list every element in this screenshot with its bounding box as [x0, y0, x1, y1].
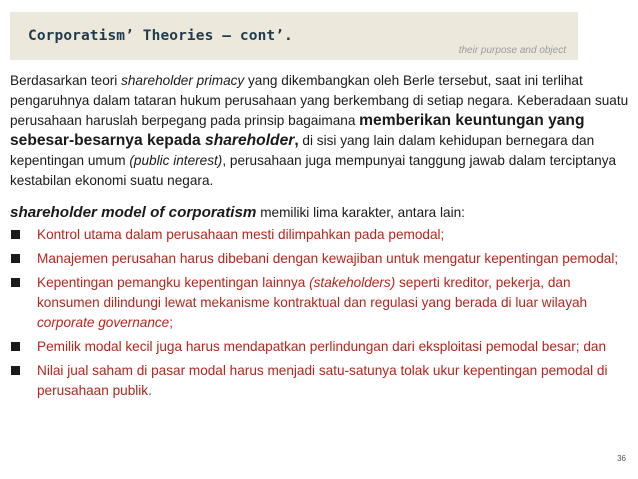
slide-header — [10, 12, 578, 60]
list-item — [10, 361, 630, 401]
paragraph-text: , perusahaan juga mempunyai tanggung jawab dalam terciptanya kestabilan ekonomi suatu negara. — [10, 153, 617, 188]
body-paragraph — [10, 71, 630, 191]
list-item-text: Kontrol utama dalam perusahaan mesti dilimpahkan pada pemodal; — [37, 227, 445, 242]
list-item-text: seperti kreditor, pekerja, dan konsumen dilindungi lewat mekanisme kontraktual dan regulasi yang berada di luar wilayah — [37, 275, 588, 310]
list-item-text: ; — [169, 315, 174, 330]
paragraph-text: di sisi yang lain dalam kehidupan bernegara dan kepentingan umum — [10, 133, 595, 168]
page-number: 36 — [617, 454, 626, 463]
list-item-italic: corporate governance — [37, 315, 170, 330]
slide-content — [10, 71, 630, 405]
list-item — [10, 337, 630, 357]
emphasis-italic: shareholder — [205, 132, 295, 149]
paragraph-italic: (public interest) — [129, 153, 223, 168]
list-item-italic: (stakeholders) — [309, 275, 396, 290]
list-item-text: Nilai jual saham di pasar modal harus menjadi satu-satunya tolak ukur kepentingan pemodal di perusahaan publik. — [37, 363, 608, 398]
list-item — [10, 273, 630, 333]
spacer — [10, 191, 630, 203]
list-item-text: Pemilik modal kecil juga harus mendapatkan perlindungan dari eksploitasi pemodal besar; dan — [37, 339, 607, 354]
characteristics-list — [10, 225, 630, 401]
square-bullet-icon — [11, 366, 20, 375]
model-title: shareholder model of corporatism — [10, 204, 257, 221]
list-item — [10, 225, 630, 245]
square-bullet-icon — [11, 278, 20, 287]
emphasis-comma: , — [294, 132, 299, 149]
list-item-text: Kepentingan pemangku kepentingan lainnya — [37, 275, 310, 290]
slide-subtitle: their purpose and object — [458, 45, 566, 56]
list-item — [10, 249, 630, 269]
emphasis-text: memberikan keuntungan yang sebesar-besarnya kepada — [10, 112, 585, 149]
square-bullet-icon — [11, 254, 20, 263]
list-item-text: Manajemen perusahan harus dibebani dengan kewajiban untuk mengatur kepentingan pemodal; — [37, 251, 619, 266]
square-bullet-icon — [11, 342, 20, 351]
paragraph-text: Berdasarkan teori — [10, 73, 122, 88]
model-intro-text: memiliki lima karakter, antara lain: — [256, 205, 465, 220]
model-intro — [10, 203, 630, 223]
paragraph-text: yang dikembangkan oleh Berle tersebut, saat ini terlihat pengaruhnya dalam tataran hukum perusahaan yang berkembang di setiap negara. Keberadaan suatu perusahaan haruslah berpegang pada prinsip bagaimana — [10, 73, 629, 128]
slide-title: Corporatism’ Theories – cont’. — [28, 28, 293, 44]
square-bullet-icon — [11, 230, 20, 239]
paragraph-italic: shareholder primacy — [121, 73, 245, 88]
